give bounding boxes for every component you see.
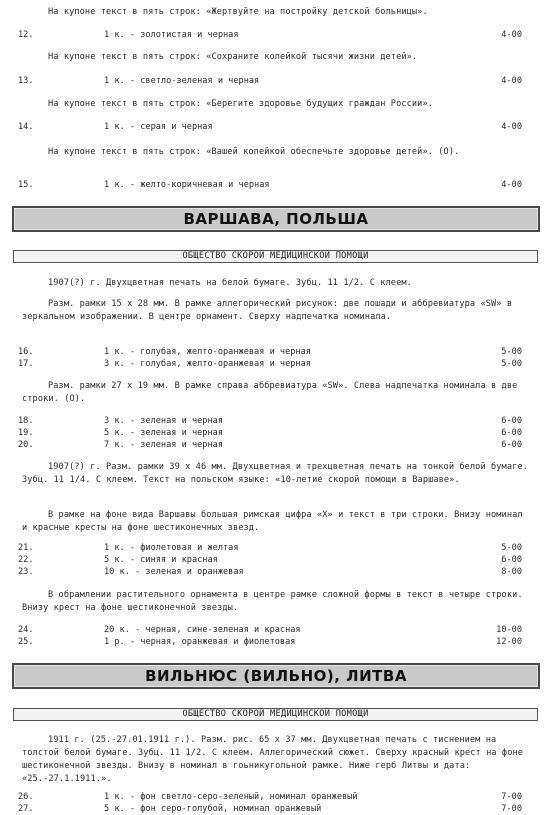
item-price: 4-00	[501, 30, 522, 40]
item-description: 10 к. - зеленая и оранжевая	[104, 567, 244, 577]
paragraph: В обрамлении растительного орнамента в центре рамке сложной формы в текст в четыре строки. Внизу крест на фоне шестиконечной звезды.	[22, 590, 523, 613]
item-number: 17.	[18, 359, 34, 369]
item-price: 4-00	[501, 76, 522, 86]
item-number: 12.	[18, 30, 34, 40]
item-number: 18.	[18, 416, 34, 426]
item-price: 6-00	[501, 440, 522, 450]
catalog-row	[0, 554, 553, 566]
catalog-row	[0, 29, 553, 41]
catalog-row	[0, 358, 553, 370]
item-number: 24.	[18, 625, 34, 635]
item-description: 3 к. - зеленая и черная	[104, 416, 223, 426]
item-description: 1 к. - голубая, желто-оранжевая и черная	[104, 347, 311, 357]
paragraph: 1907(?) г. Разм. рамки 39 х 46 мм. Двухцветная и трехцветная печать на тонкой белой бумаге. Зубц. 11 1/4. С клеем. Текст на польском языке: «10-летие скорой помощи в Варшаве».	[22, 462, 528, 485]
society-header: ОБЩЕСТВО СКОРОЙ МЕДИЦИНСКОЙ ПОМОЩИ	[13, 250, 538, 263]
item-description: 1 к. - фон светло-серо-зеленый, номинал оранжевый	[104, 792, 358, 802]
catalog-row	[0, 415, 553, 427]
item-description: 1 к. - желто-коричневая и черная	[104, 180, 270, 190]
catalog-row	[0, 542, 553, 554]
paragraph: На купоне текст в пять строк: «Берегите здоровье будущих граждан России».	[48, 99, 433, 109]
item-number: 15.	[18, 180, 34, 190]
item-number: 19.	[18, 428, 34, 438]
paragraph: На купоне текст в пять строк: «Жертвуйте на постройку детской больницы».	[48, 7, 428, 17]
item-number: 14.	[18, 122, 34, 132]
item-price: 5-00	[501, 347, 522, 357]
paragraph: На купоне текст в пять строк: «Вашей копейкой обеспечьте здоровье детей». (О).	[48, 147, 460, 157]
catalog-row	[0, 427, 553, 439]
paragraph: 1907(?) г. Двухцветная печать на белой бумаге. Зубц. 11 1/2. С клеем.	[48, 278, 412, 288]
item-number: 20.	[18, 440, 34, 450]
item-description: 7 к. - зеленая и черная	[104, 440, 223, 450]
item-price: 6-00	[501, 416, 522, 426]
item-price: 4-00	[501, 122, 522, 132]
catalog-row	[0, 803, 553, 815]
item-price: 8-00	[501, 567, 522, 577]
item-number: 26.	[18, 792, 34, 802]
item-price: 5-00	[501, 543, 522, 553]
item-number: 13.	[18, 76, 34, 86]
section-banner-warsaw: ВАРШАВА, ПОЛЬША	[12, 206, 540, 232]
paragraph: В рамке на фоне вида Варшавы большая римская цифра «Х» и текст в три строки. Внизу номинал и красные кресты на фоне шестиконечных звезд.	[22, 510, 523, 533]
item-number: 23.	[18, 567, 34, 577]
item-description: 5 к. - фон серо-голубой, номинал оранжевый	[104, 804, 322, 814]
item-description: 5 к. - зеленая и черная	[104, 428, 223, 438]
paragraph: На купоне текст в пять строк: «Сохраните копейкой тысячи жизни детей».	[48, 52, 418, 62]
section-banner-vilnius: ВИЛЬНЮС (ВИЛЬНО), ЛИТВА	[12, 663, 540, 689]
item-price: 4-00	[501, 180, 522, 190]
paragraph: 1911 г. (25.-27.01.1911 г.). Разм. рис. 65 х 37 мм. Двухцветная печать с тиснением на толстой белой бумаге. Зубц. 11 1/2. С клеем. Аллегорический сюжет. Сверху красный крест на фоне шестиконечной звезды. Внизу в номинал в гоьникугольной рамке. Ниже герб Литвы и дата: «25.-27.1.1911.».	[22, 735, 524, 784]
catalog-row	[0, 75, 553, 87]
item-description: 1 к. - фиолетовая и желтая	[104, 543, 239, 553]
item-number: 21.	[18, 543, 34, 553]
catalog-row	[0, 624, 553, 636]
item-description: 3 к. - голубая, желто-оранжевая и черная	[104, 359, 311, 369]
item-number: 27.	[18, 804, 34, 814]
item-description: 1 к. - золотистая и черная	[104, 30, 239, 40]
item-description: 1 р. - черная, оранжевая и фиолетовая	[104, 637, 296, 647]
society-header: ОБЩЕСТВО СКОРОЙ МЕДИЦИНСКОЙ ПОМОЩИ	[13, 708, 538, 721]
item-description: 20 к. - черная, сине-зеленая и красная	[104, 625, 301, 635]
item-description: 1 к. - серая и черная	[104, 122, 213, 132]
item-price: 12-00	[496, 637, 522, 647]
paragraph: Разм. рамки 15 х 28 мм. В рамке аллегорический рисунок: две лошади и аббревиатура «SW» в зеркальном изображении. В центре орнамент. Сверху надпечатка номинала.	[22, 299, 513, 322]
item-price: 7-00	[501, 804, 522, 814]
item-number: 22.	[18, 555, 34, 565]
item-number: 25.	[18, 637, 34, 647]
catalog-row	[0, 439, 553, 451]
catalog-row	[0, 121, 553, 133]
catalog-row	[0, 179, 553, 191]
item-price: 6-00	[501, 428, 522, 438]
item-description: 5 к. - синяя и красная	[104, 555, 218, 565]
item-description: 1 к. - светло-зеленая и черная	[104, 76, 260, 86]
item-price: 10-00	[496, 625, 522, 635]
catalog-row	[0, 636, 553, 648]
item-number: 16.	[18, 347, 34, 357]
item-price: 6-00	[501, 555, 522, 565]
item-price: 7-00	[501, 792, 522, 802]
catalog-row	[0, 566, 553, 578]
paragraph: Разм. рамки 27 х 19 мм. В рамке справа аббревиатура «SW». Слева надпечатка номинала в две строки. (О).	[22, 381, 518, 404]
catalog-row	[0, 346, 553, 358]
catalog-row	[0, 791, 553, 803]
item-price: 5-00	[501, 359, 522, 369]
